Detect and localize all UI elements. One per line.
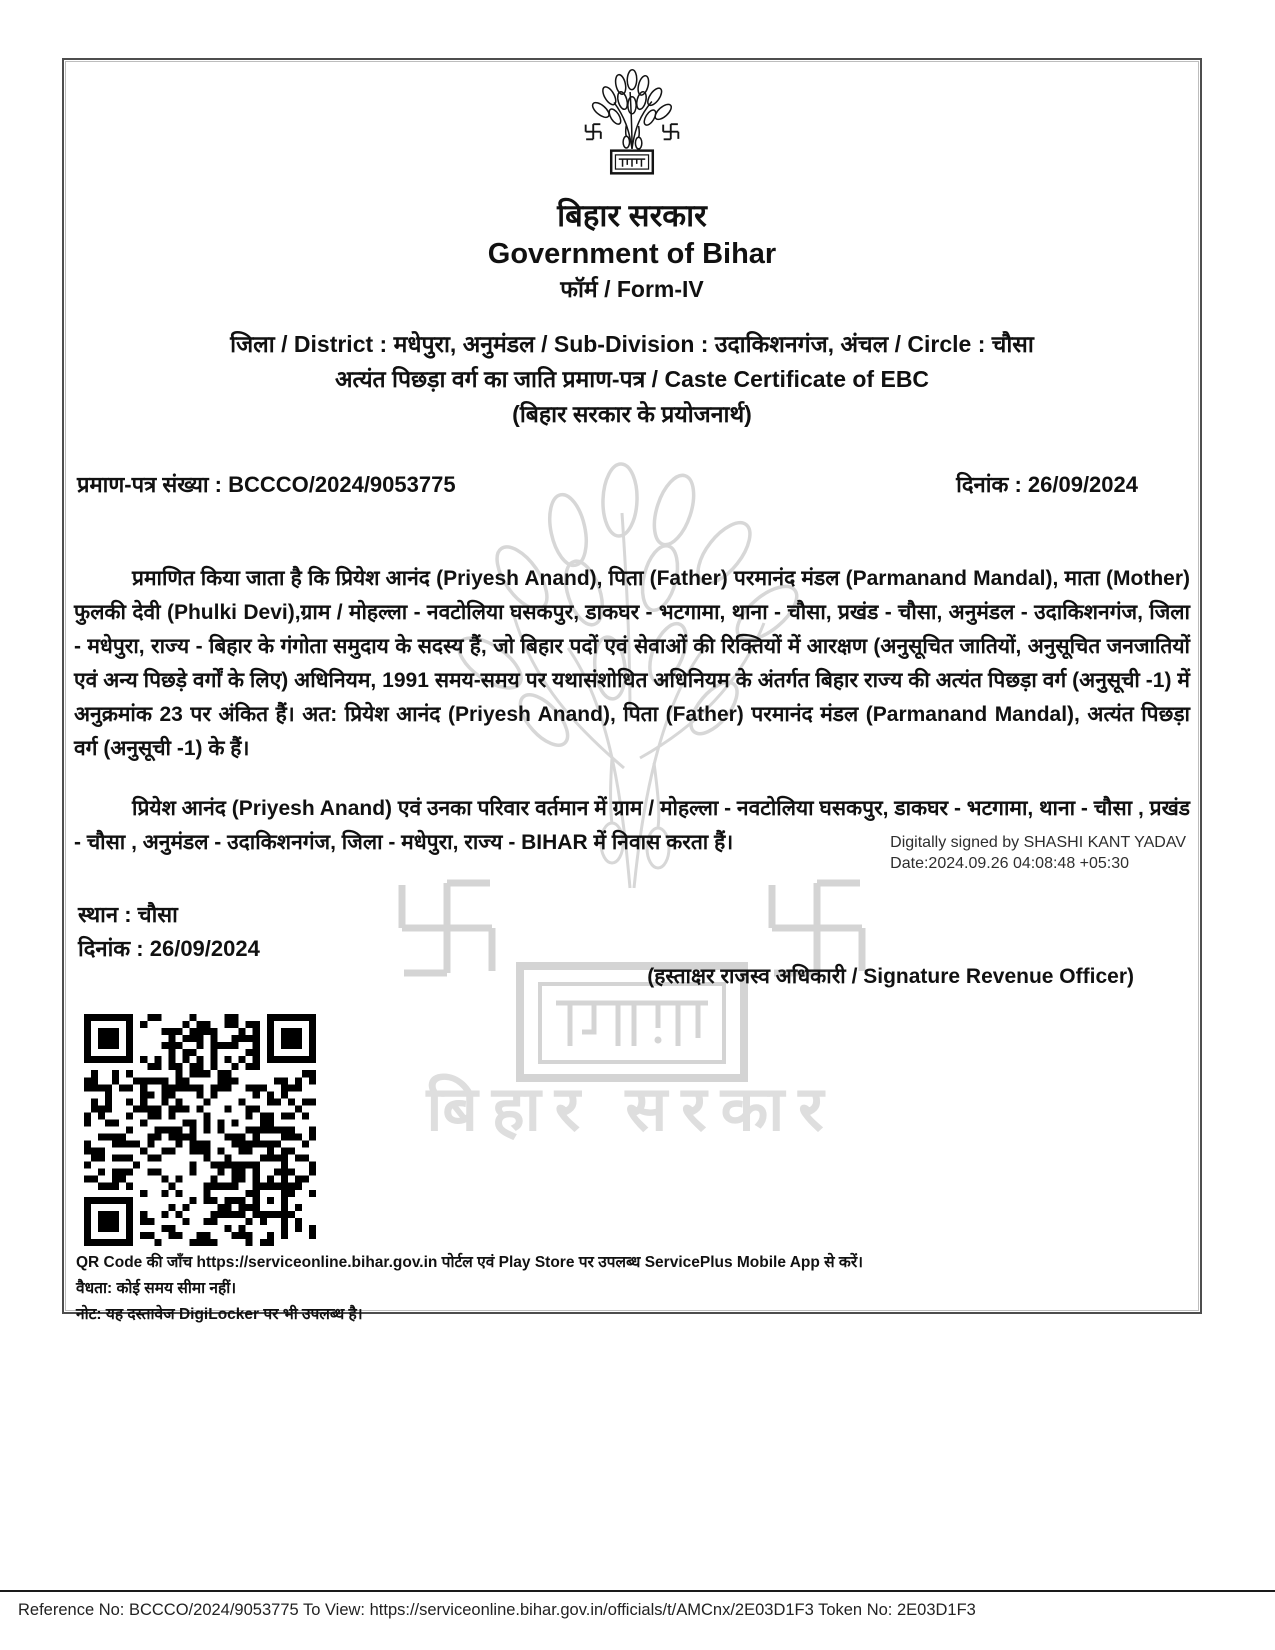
signature-officer-line: (हस्ताक्षर राजस्व अधिकारी / Signature Revenue Officer) [647,965,1134,988]
certificate-number: प्रमाण-पत्र संख्या : BCCCO/2024/9053775 [77,472,456,497]
certificate-body-paragraph-2: प्रियेश आनंद (Priyesh Anand) एवं उनका परिवार वर्तमान में ग्राम / मोहल्ला - नवटोलिया घसकपुर, डाकघर - भटगामा, थाना - चौसा , प्रखंड - चौसा , अनुमंडल - उदाकिशनगंज, जिला - मधेपुरा, राज्य - BIHAR में निवास करता हैं। [74,797,1190,854]
org-name-english: Government of Bihar [487,238,777,270]
qr-code [84,1014,316,1246]
reference-line: Reference No: BCCCO/2024/9053775 To View: https://serviceonline.bihar.gov.in/officials/t/AMCnx/2E03D1F3 Token No: 2E03D1F3 [18,1601,976,1619]
place-line: स्थान : चौसा [78,902,178,927]
watermark-text: बिहार सरकार [426,1075,838,1144]
certificate-body-paragraph-1: प्रमाणित किया जाता है कि प्रियेश आनंद (Priyesh Anand), पिता (Father) परमानंद मंडल (Parmanand Mandal), माता (Mother) फुलकी देवी (Phulki Devi),ग्राम / मोहल्ला - नवटोलिया घसकपुर, डाकघर - भटगामा, थाना - चौसा, प्रखंड - चौसा, अनुमंडल - उदाकिशनगंज, जिला - मधेपुरा, राज्य - बिहार के गंगोता समुदाय के सदस्य हैं, जो बिहार पदों एवं सेवाओं की रिक्तियों में आरक्षण (अनुसूचित जातियों, अनुसूचित जनजातियों एवं अन्य पिछड़े वर्गों के लिए) अधिनियम, 1991 समय-समय पर यथासंशोधित अधिनियम के अंतर्गत बिहार राज्य की अत्यंत पिछड़ा वर्ग (अनुसूची -1) में अनुक्रमांक 23 पर अंकित हैं। अत: प्रियेश आनंद (Priyesh Anand), पिता (Father) परमानंद मंडल (Parmanand Mandal), अत्यंत पिछड़ा वर्ग (अनुसूची -1) के हैं। [74,567,1190,760]
certificate-title-block [64,327,1200,432]
digital-signature-stamp [890,832,1186,874]
digital-signature-signer: Digitally signed by SHASHI KANT YADAV [890,834,1186,851]
bihar-emblem-logo-icon [580,70,684,184]
org-name-hindi: बिहार सरकार [557,198,707,233]
note-qr-verification: QR Code की जाँच https://serviceonline.bihar.gov.in पोर्टल एवं Play Store पर उपलब्ध ServicePlus Mobile App से करें। [76,1254,864,1271]
note-digilocker: नोट: यह दस्तावेज DigiLocker पर भी उपलब्ध है। [76,1306,363,1323]
form-number: फॉर्म / Form-IV [560,276,704,302]
certificate-date: दिनांक : 26/09/2024 [956,472,1138,497]
certificate-notes [76,1250,863,1328]
note-validity: वैधता: कोई समय सीमा नहीं। [76,1280,237,1297]
certificate-meta-row [64,470,1200,500]
certificate-type-line: अत्यंत पिछड़ा वर्ग का जाति प्रमाण-पत्र / Caste Certificate of EBC [334,366,930,392]
date-line: दिनांक : 26/09/2024 [78,936,260,961]
page-footer [0,1590,1275,1620]
purpose-line: (बिहार सरकार के प्रयोजनार्थ) [512,401,752,427]
digital-signature-date: Date:2024.09.26 04:08:48 +05:30 [890,855,1130,872]
caste-certificate-document [62,58,1202,1323]
district-subdivision-circle-line: जिला / District : मधेपुरा, अनुमंडल / Sub-Division : उदाकिशनगंज, अंचल / Circle : चौसा [230,331,1034,357]
place-date-block [78,898,260,966]
